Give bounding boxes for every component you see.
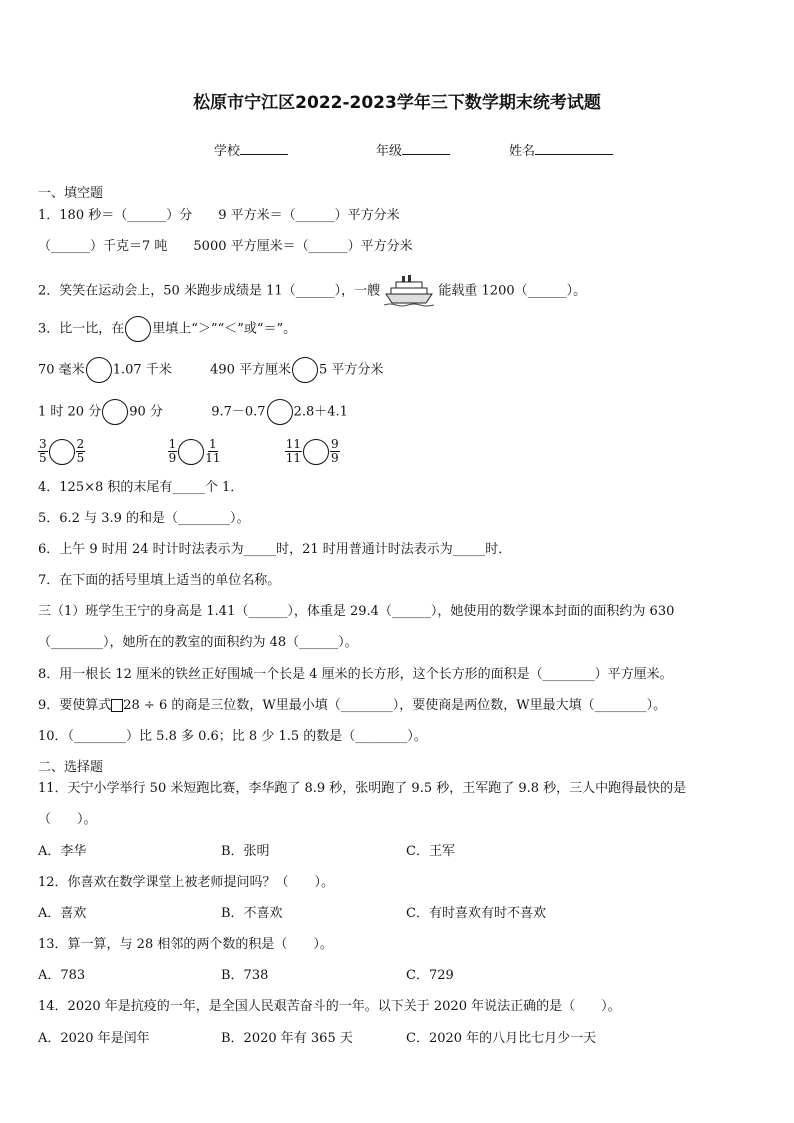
option-b[interactable]: B．738 xyxy=(221,968,269,983)
question-10: 10．（________）比 5.8 多 0.6；比 8 少 1.5 的数是（________）。 xyxy=(38,729,427,744)
question-9 xyxy=(38,697,666,715)
compare-left: 9.7－0.7 xyxy=(211,404,266,420)
question-4: 4．125×8 积的末尾有_____个 1． xyxy=(38,480,244,495)
question-7: 7．在下面的括号里填上适当的单位名称。 xyxy=(38,573,281,588)
question-9-part-2: 28 ÷ 6 的商是三位数，W里最小填（________），要使商是两位数，W里最大填（________）。 xyxy=(123,698,667,713)
name-blank[interactable] xyxy=(535,142,613,155)
compare-right: 1.07 千米 xyxy=(112,362,172,378)
question-13: 13．算一算，与 28 相邻的两个数的积是（ ）。 xyxy=(38,937,333,952)
fraction: $\frac{1}{11}$ xyxy=(205,437,221,465)
option-a[interactable]: A．喜欢 xyxy=(38,906,87,921)
fraction: $\frac{11}{11}$ xyxy=(285,437,302,465)
question-7-line-2: （________），她所在的教室的面积约为 48（______）。 xyxy=(38,635,358,650)
question-5: 5．6.2 与 3.9 的和是（________）。 xyxy=(38,511,250,526)
answer-circle[interactable] xyxy=(303,439,329,465)
question-3 xyxy=(38,316,296,342)
question-1-line-2: （______）千克＝7 吨 5000 平方厘米＝（______）平方分米 xyxy=(38,239,413,254)
option-b[interactable]: B．不喜欢 xyxy=(221,906,283,921)
question-12: 12．你喜欢在数学课堂上被老师提问吗？（ ）。 xyxy=(38,875,335,890)
compare-row-3 xyxy=(38,438,340,465)
question-2-part-2: 能载重 1200（______）。 xyxy=(438,283,587,299)
option-c[interactable]: C．2020 年的八月比七月少一天 xyxy=(406,1031,597,1046)
school-field xyxy=(214,140,288,159)
compare-right: 5 平方分米 xyxy=(319,362,384,378)
grade-field xyxy=(376,140,450,159)
compare-row-2 xyxy=(38,399,348,425)
fraction: $\frac{2}{5}$ xyxy=(76,437,85,465)
fraction: $\frac{1}{9}$ xyxy=(168,437,177,465)
question-2 xyxy=(38,274,586,308)
compare-left: 1 时 20 分 xyxy=(38,404,102,420)
answer-circle[interactable] xyxy=(49,439,75,465)
option-a[interactable]: A．783 xyxy=(38,968,86,983)
option-a[interactable]: A．李华 xyxy=(38,844,87,859)
page-title: 松原市宁江区2022-2023学年三下数学期末统考试题 xyxy=(193,93,601,113)
blank-box-icon xyxy=(111,699,123,712)
option-a[interactable]: A．2020 年是闰年 xyxy=(38,1031,150,1046)
question-3-part-2: 里填上“＞”“＜”或“＝”。 xyxy=(152,321,297,337)
question-7-line-1: 三（1）班学生王宁的身高是 1.41（______），体重是 29.4（______），她使用的数学课本封面的面积约为 630 xyxy=(38,604,675,619)
question-11-line-2: （ ）。 xyxy=(38,812,97,827)
option-c[interactable]: C．有时喜欢有时不喜欢 xyxy=(406,906,546,921)
option-b[interactable]: B．2020 年有 365 天 xyxy=(221,1031,353,1046)
name-field xyxy=(509,140,613,159)
answer-circle[interactable] xyxy=(267,399,293,425)
grade-blank[interactable] xyxy=(402,142,450,155)
fraction: $\frac{3}{5}$ xyxy=(39,437,47,465)
question-3-part-1: 3．比一比，在 xyxy=(38,321,125,337)
fraction: $\frac{9}{9}$ xyxy=(331,437,339,465)
question-1-line-1: 1．180 秒＝（______）分 9 平方米＝（______）平方分米 xyxy=(38,208,400,223)
answer-circle[interactable] xyxy=(292,357,318,383)
compare-row-1 xyxy=(38,357,383,383)
section-fill-blank: 一、填空题 xyxy=(38,186,104,201)
compare-right: 90 分 xyxy=(129,404,163,420)
question-6: 6．上午 9 时用 24 时计时法表示为_____时，21 时用普通计时法表示为_____时． xyxy=(38,542,512,557)
school-label: 学校 xyxy=(214,144,241,159)
school-blank[interactable] xyxy=(240,142,288,155)
question-11: 11．天宁小学举行 50 米短跑比赛，李华跑了 8.9 秒，张明跑了 9.5 秒，王军跑了 9.8 秒，三人中跑得最快的是 xyxy=(38,781,687,796)
compare-left: 490 平方厘米 xyxy=(210,362,291,378)
compare-left: 70 毫米 xyxy=(38,362,85,378)
section-multiple-choice: 二、选择题 xyxy=(38,760,104,775)
question-8: 8．用一根长 12 厘米的铁丝正好围城一个长是 4 厘米的长方形，这个长方形的面积是（________）平方厘米。 xyxy=(38,667,673,682)
ship-icon xyxy=(384,274,434,308)
compare-circle-icon xyxy=(125,316,151,342)
option-c[interactable]: C．729 xyxy=(406,968,454,983)
answer-circle[interactable] xyxy=(178,439,204,465)
option-c[interactable]: C．王军 xyxy=(406,844,455,859)
question-2-part-1: 2．笑笑在运动会上，50 米跑步成绩是 11（______），一艘 xyxy=(38,283,381,299)
answer-circle[interactable] xyxy=(102,399,128,425)
question-14: 14．2020 年是抗疫的一年，是全国人民艰苦奋斗的一年。以下关于 2020 年说法正确的是（ ）。 xyxy=(38,999,621,1014)
answer-circle[interactable] xyxy=(86,357,112,383)
question-9-part-1: 9．要使算式 xyxy=(38,698,112,713)
compare-right: 2.8＋4.1 xyxy=(293,404,348,420)
name-label: 姓名 xyxy=(509,144,536,159)
grade-label: 年级 xyxy=(376,144,403,159)
option-b[interactable]: B．张明 xyxy=(221,844,270,859)
